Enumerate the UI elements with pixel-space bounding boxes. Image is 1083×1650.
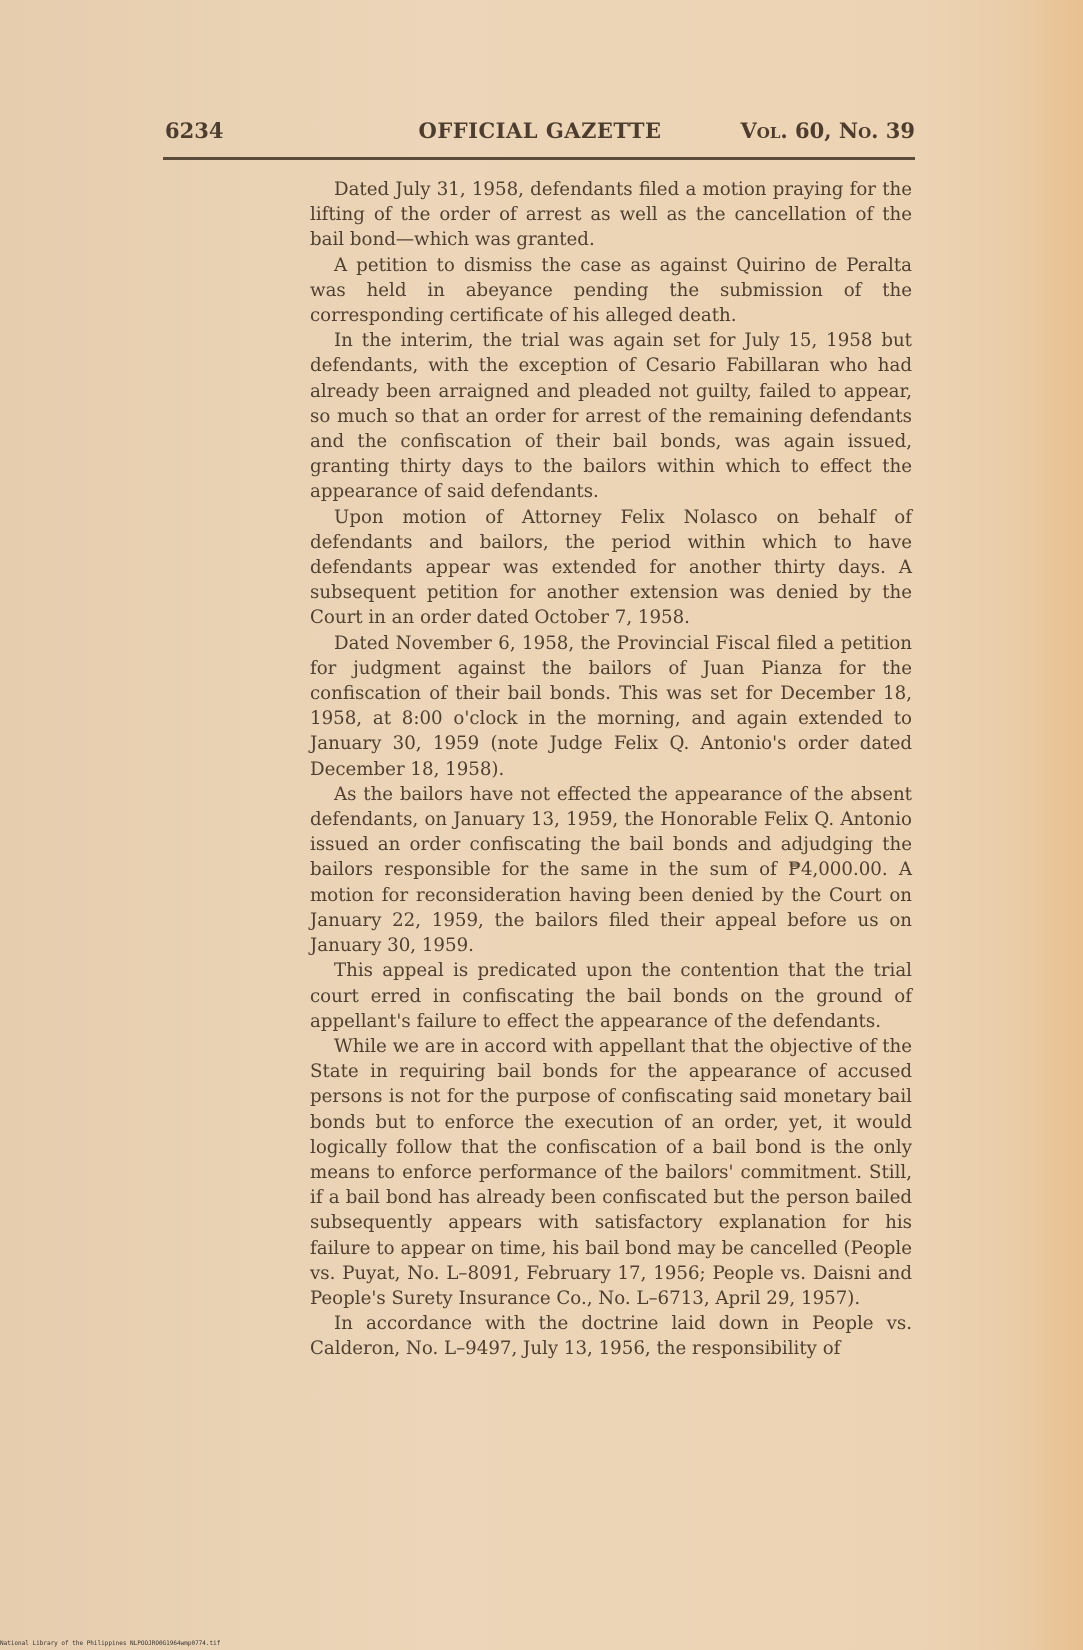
paragraph: Upon motion of Attorney Felix Nolasco on behalf of defendants and bailors, the period within which to have defendants appear was extended for another thirty days. A subsequent petition for another extension was denied by the Court in an order dated October 7, 1958. — [310, 506, 912, 629]
paragraph: Dated July 31, 1958, defendants filed a motion praying for the lifting of the order of arrest as well as the cancellation of the bail bond—which was granted. — [310, 179, 912, 251]
publication-title: OFFICIAL GAZETTE — [418, 118, 662, 143]
scan-edge-shadow — [1013, 0, 1083, 1650]
page-header — [165, 118, 915, 148]
page-number: 6234 — [165, 118, 224, 143]
paragraph: Dated November 6, 1958, the Provincial Fiscal filed a petition for judgment against the bailors of Juan Pianza for the confiscation of their bail bonds. This was set for December 18, 1958, at 8:00 o'clock in the morning, and again extended to January 30, 1959 (note Judge Felix Q. Antonio's order dated December 18, 1958). — [310, 632, 912, 780]
volume-info: Vol. 60, No. 39 — [740, 118, 915, 143]
header-rule — [163, 157, 915, 160]
paragraph: While we are in accord with appellant that the objective of the State in requiring bail bonds for the appearance of accused persons is not for the purpose of confiscating said monetary bail bonds but to enforce the execution of an order, yet, it would logically follow that the confiscation of a bail bond is the only means to enforce performance of the bailors' commitment. Still, if a bail bond has already been confiscated but the person bailed subsequently appears with satisfactory explanation for his failure to appear on time, his bail bond may be cancelled (People vs. Puyat, No. L–8091, February 17, 1956; People vs. Daisni and People's Surety Insurance Co., No. L–6713, April 29, 1957). — [310, 1035, 912, 1309]
paragraph: As the bailors have not effected the appearance of the absent defendants, on January 13, 1959, the Honorable Felix Q. Antonio issued an order confiscating the bail bonds and adjudging the bailors responsible for the same in the sum of ₱4,000.00. A motion for reconsideration having been denied by the Court on January 22, 1959, the bailors filed their appeal before us on January 30, 1959. — [310, 783, 912, 957]
paragraph: This appeal is predicated upon the contention that the trial court erred in confiscating the bail bonds on the ground of appellant's failure to effect the appearance of the defendants. — [310, 960, 912, 1032]
paragraph: A petition to dismiss the case as against Quirino de Peralta was held in abeyance pending the submission of the corresponding certificate of his alleged death. — [310, 254, 912, 327]
article-body — [310, 177, 912, 1362]
paragraph: In the interim, the trial was again set for July 15, 1958 but defendants, with the exception of Cesario Fabillaran who had already been arraigned and pleaded not guilty, failed to appear, so much so that an order for arrest of the remaining defendants and the confiscation of their bail bonds, was again issued, granting thirty days to the bailors within which to effect the appearance of said defendants. — [310, 330, 912, 503]
paragraph: In accordance with the doctrine laid down in People vs. Calderon, No. L–9497, July 13, 1956, the responsibility of — [310, 1313, 912, 1360]
scan-source-note: National Library of the Philippines NLPOOJRO0G1964wmp0774.tif — [0, 1640, 221, 1647]
